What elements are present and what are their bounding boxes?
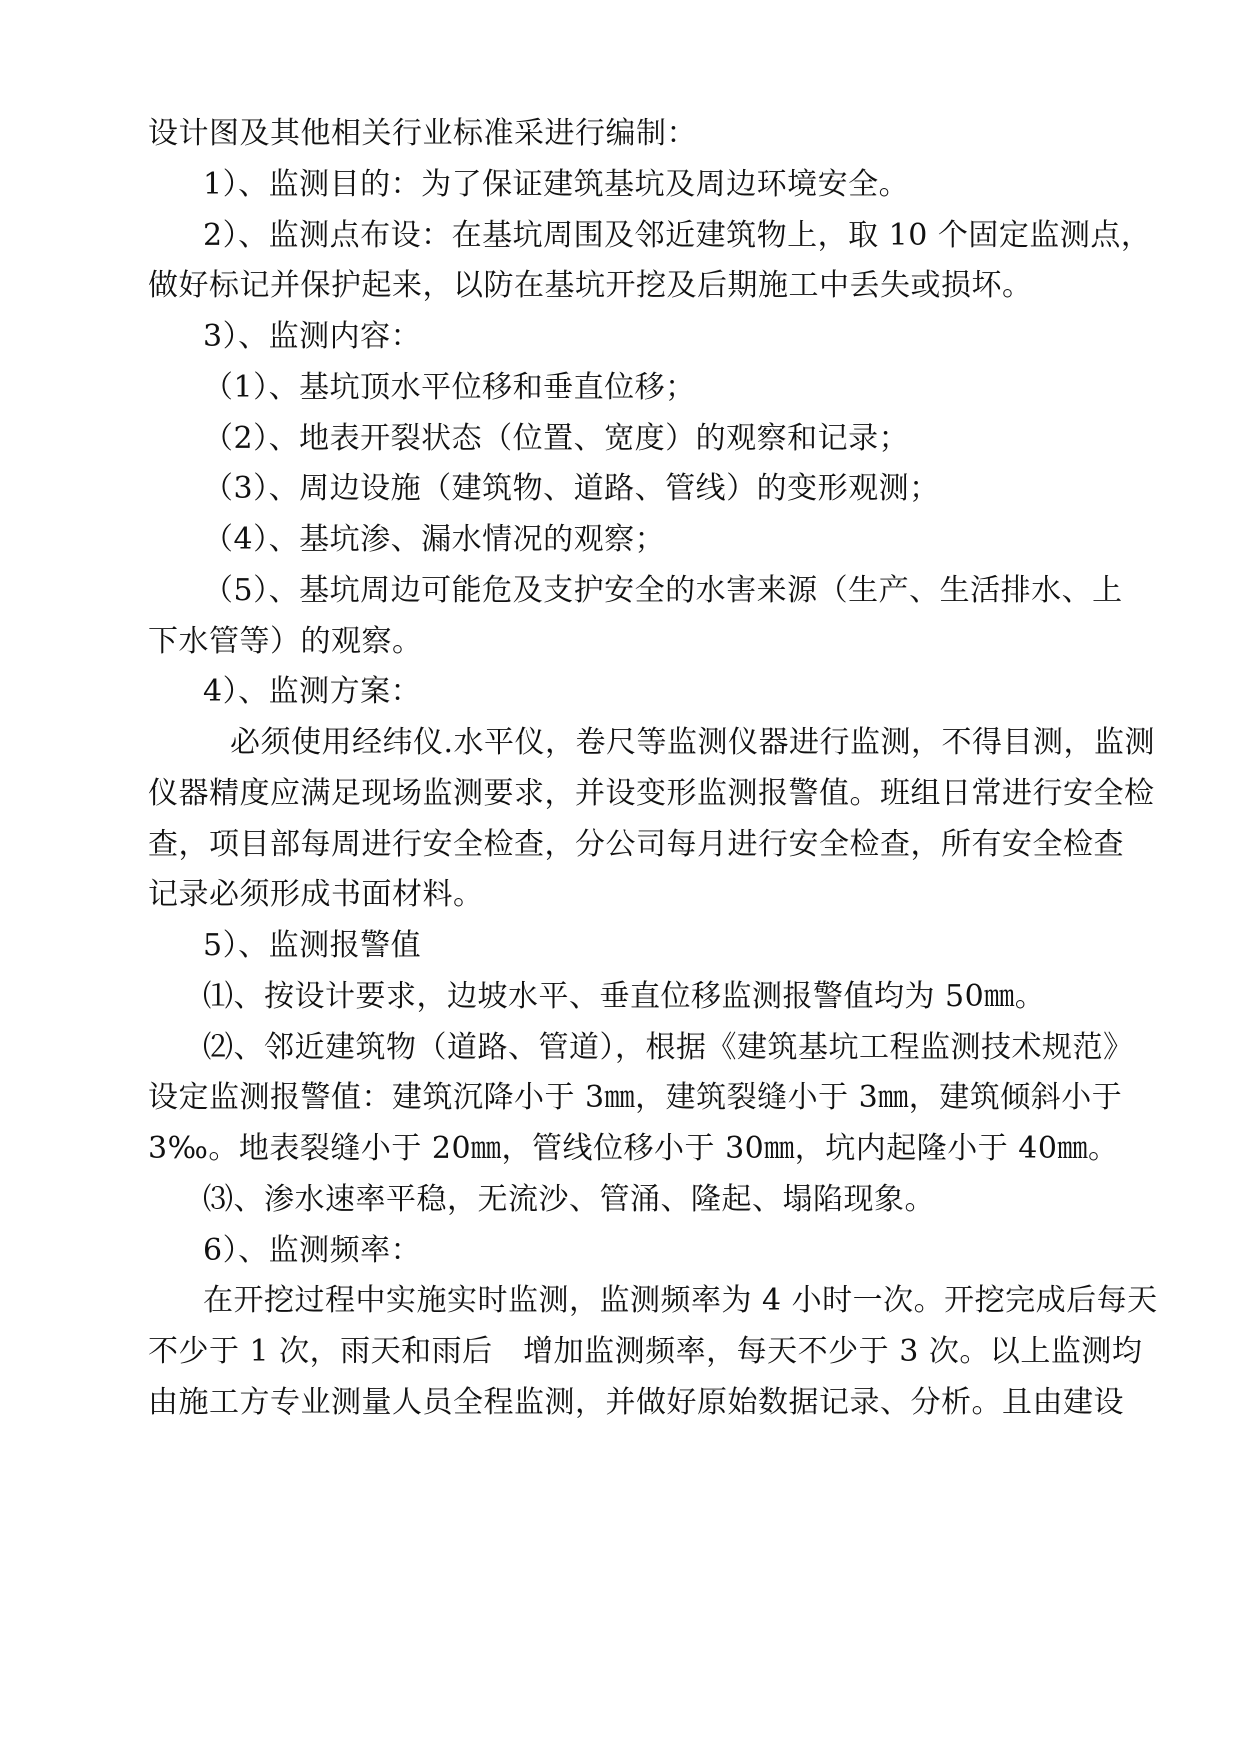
text-line: 仪器精度应满足现场监测要求，并设变形监测报警值。班组日常进行安全检: [148, 776, 1155, 811]
text-line: 2）、监测点布设：在基坑周围及邻近建筑物上，取 10 个固定监测点，: [203, 218, 1152, 253]
text-line: 设定监测报警值：建筑沉降小于 3㎜，建筑裂缝小于 3㎜，建筑倾斜小于: [148, 1080, 1123, 1115]
text-line: 由施工方专业测量人员全程监测，并做好原始数据记录、分析。且由建设: [148, 1385, 1124, 1420]
text-line: （2）、地表开裂状态（位置、宽度）的观察和记录；: [203, 421, 910, 456]
text-line: ⑶、渗水速率平稳，无流沙、管涌、隆起、塌陷现象。: [203, 1182, 935, 1217]
text-line: 1）、监测目的：为了保证建筑基坑及周边环境安全。: [203, 167, 910, 202]
text-line: （1）、基坑顶水平位移和垂直位移；: [203, 370, 696, 405]
text-line: ⑵、邻近建筑物（道路、管道），根据《建筑基坑工程监测技术规范》: [203, 1030, 1134, 1065]
text-line: 查，项目部每周进行安全检查，分公司每月进行安全检查，所有安全检查: [148, 827, 1124, 862]
text-line: 3‰。地表裂缝小于 20㎜，管线位移小于 30㎜，坑内起隆小于 40㎜。: [148, 1131, 1119, 1166]
text-line: （5）、基坑周边可能危及支护安全的水害来源（生产、生活排水、上: [203, 573, 1123, 608]
text-line: 下水管等）的观察。: [148, 624, 423, 659]
text-line: 必须使用经纬仪.水平仪，卷尺等监测仪器进行监测，不得目测，监测: [230, 725, 1156, 760]
text-line: 3）、监测内容：: [203, 319, 422, 354]
text-line: 4）、监测方案：: [203, 674, 422, 709]
text-line: ⑴、按设计要求，边坡水平、垂直位移监测报警值均为 50㎜。: [203, 979, 1046, 1014]
text-line: 记录必须形成书面材料。: [148, 877, 484, 912]
text-line: （4）、基坑渗、漏水情况的观察；: [203, 522, 666, 557]
text-line: （3）、周边设施（建筑物、道路、管线）的变形观测；: [203, 471, 940, 506]
text-line: 做好标记并保护起来，以防在基坑开挖及后期施工中丢失或损坏。: [148, 268, 1033, 303]
text-line: 5）、监测报警值: [203, 928, 422, 963]
text-line: 不少于 1 次，雨天和雨后 增加监测频率，每天不少于 3 次。以上监测均: [148, 1334, 1143, 1369]
text-line: 设计图及其他相关行业标准采进行编制：: [148, 116, 697, 151]
text-line: 在开挖过程中实施实时监测，监测频率为 4 小时一次。开挖完成后每天: [203, 1283, 1158, 1318]
text-line: 6）、监测频率：: [203, 1233, 422, 1268]
